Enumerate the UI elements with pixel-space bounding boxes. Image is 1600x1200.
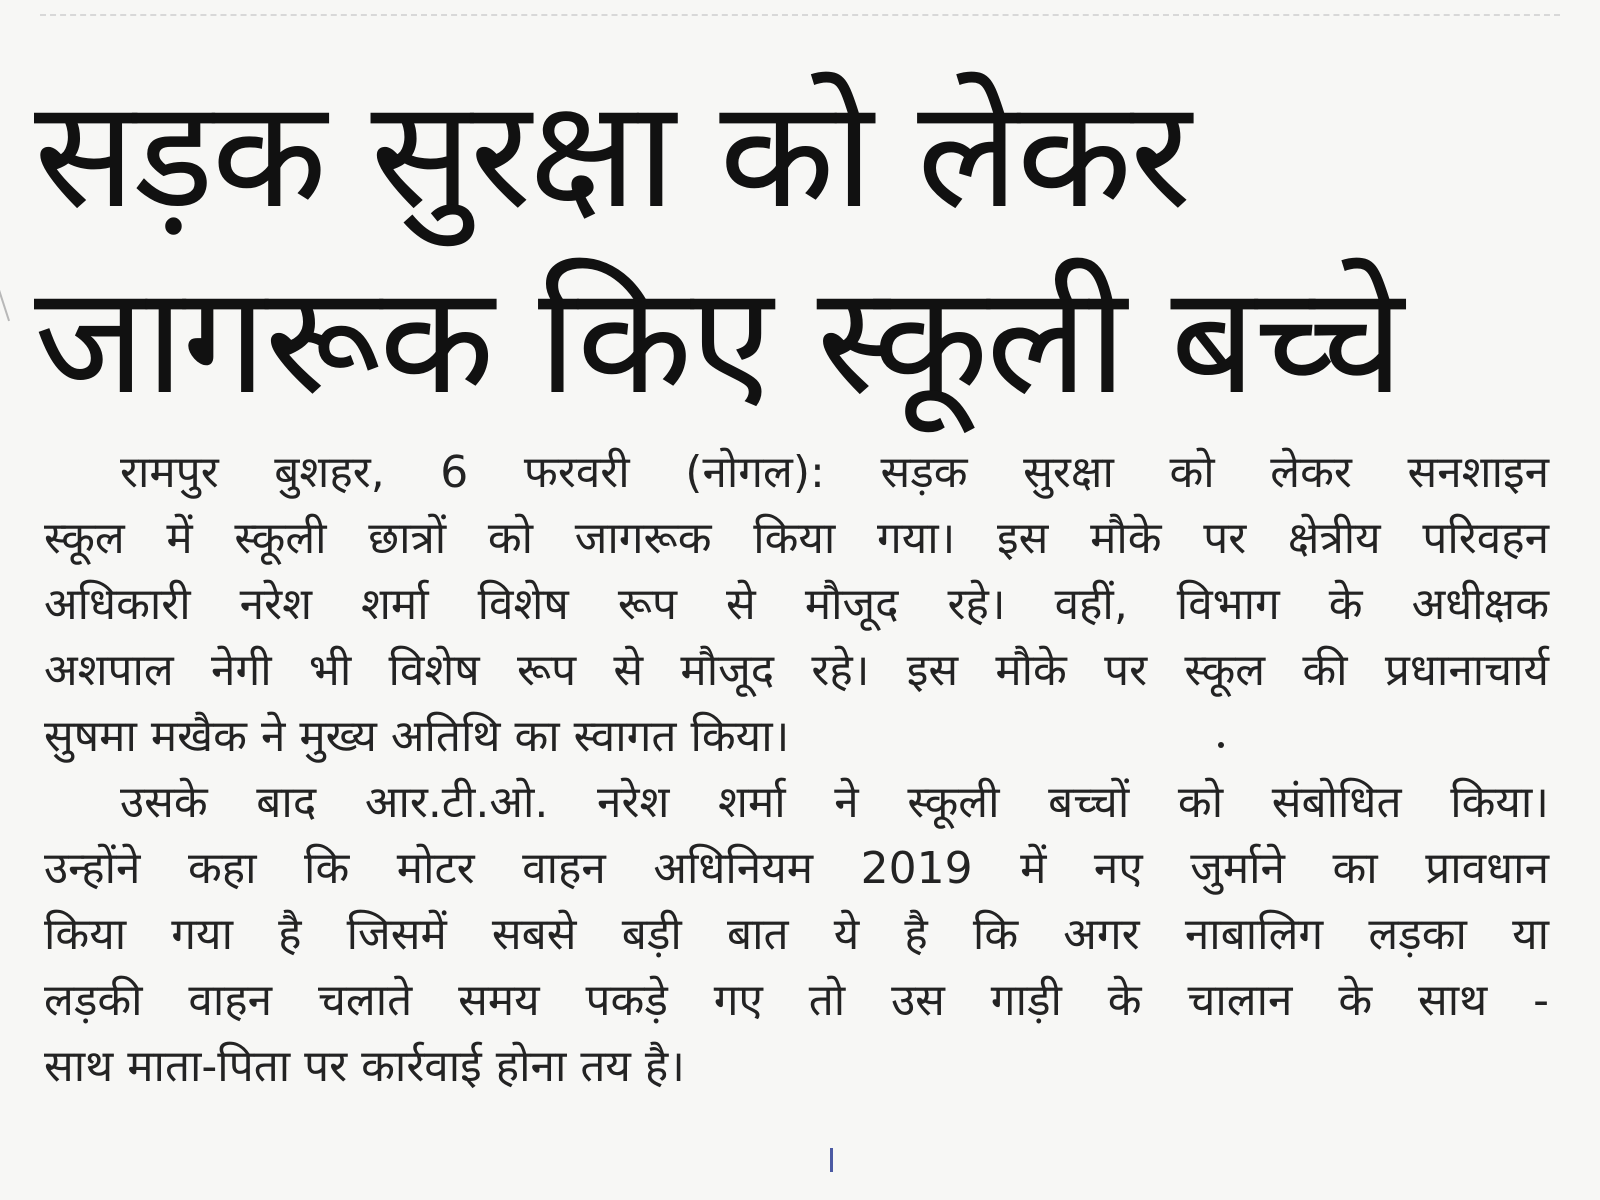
paragraph-2 [44,770,1549,1100]
text-line: रामपुर बुशहर, 6 फरवरी (नोगल): सड़क सुरक्षा को लेकर सनशाइन [120,447,1549,498]
text-line: साथ माता-पिता पर कार्रवाई होना तय है। [44,1041,685,1092]
article-body [44,440,1549,1100]
ink-speck [1218,742,1224,748]
text-line: लड़की वाहन चलाते समय पकड़े गए तो उस गाड़ी के चालान के साथ - [44,975,1549,1026]
text-line: अधिकारी नरेश शर्मा विशेष रूप से मौजूद रहे। वहीं, विभाग के अधीक्षक [44,579,1549,630]
paper-crease [0,269,23,321]
text-line: स्कूल में स्कूली छात्रों को जागरूक किया गया। इस मौके पर क्षेत्रीय परिवहन [44,513,1549,564]
paragraph-1 [44,440,1549,770]
text-line: सुषमा मखैक ने मुख्य अतिथि का स्वागत किया। [44,711,790,762]
scan-noise-line [40,14,1560,16]
headline-line: जागरूक किए स्कूली बच्चे [34,254,1402,428]
text-line: उन्होंने कहा कि मोटर वाहन अधिनियम 2019 में नए जुर्माने का प्रावधान [44,843,1549,894]
text-line: किया गया है जिसमें सबसे बड़ी बात ये है कि अगर नाबालिग लड़का या [44,909,1549,960]
text-line: अशपाल नेगी भी विशेष रूप से मौजूद रहे। इस मौके पर स्कूल की प्रधानाचार्य [44,645,1549,696]
text-line: उसके बाद आर.टी.ओ. नरेश शर्मा ने स्कूली बच्चों को संबोधित किया। [120,777,1549,828]
article-headline [34,62,1554,434]
ink-mark [830,1148,833,1172]
headline-line: सड़क सुरक्षा को लेकर [34,68,1190,242]
